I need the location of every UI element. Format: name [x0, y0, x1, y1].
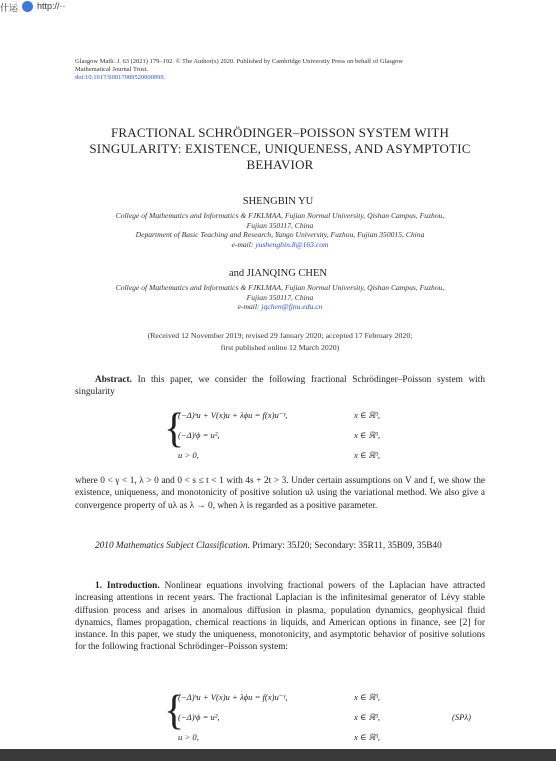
equation-condition: x ∈ ℝ³, [354, 430, 381, 440]
received-line: (Received 12 November 2019; revised 29 January 2020; accepted 17 February 2020; [147, 331, 413, 340]
email-label: e-mail: [231, 239, 256, 249]
left-brace: { [164, 406, 185, 452]
address-url[interactable]: http://·· [37, 1, 66, 11]
received-dates [90, 330, 470, 354]
equation-condition: x ∈ ℝ³, [354, 450, 381, 460]
journal-line: Mathematical Journal Trust. [75, 66, 149, 73]
affiliation-line: Fujian 350117, China [246, 220, 314, 230]
received-line: first published online 12 March 2020) [220, 343, 340, 352]
title-line: BEHAVIOR [246, 157, 314, 172]
msc-text: Primary: 35J20; Secondary: 35R11, 35B09, 35B40 [252, 541, 442, 551]
author-affiliation [70, 211, 490, 249]
email-link[interactable]: jqchen@fjnu.edu.cn [261, 302, 323, 311]
journal-line: Glasgow Math. J. 63 (2021) 179–192. © The Author(s) 2020. Published by Cambridge University Press on behalf of Glasgow [75, 58, 403, 65]
browser-left-text: 什运 [0, 3, 19, 13]
introduction-paragraph [75, 580, 485, 654]
globe-icon [22, 1, 33, 12]
equation-condition: x ∈ ℝ³, [354, 712, 381, 722]
msc-label: 2010 Mathematics Subject Classification. [95, 541, 250, 551]
email-label: e-mail: [237, 302, 262, 311]
affiliation-line: Department of Basic Teaching and Research, Yango University, Fuzhou, Fujian 350015, China [135, 230, 425, 239]
left-brace: { [164, 688, 185, 734]
browser-bar [0, 0, 556, 14]
equation-line: (−Δ)ˢu + V(x)u + λϕu = f(x)u⁻ᵞ, [178, 410, 288, 420]
equation-system [164, 404, 424, 468]
introduction-text: Nonlinear equations involving fractional powers of the Laplacian have attracted increasing attentions in recent years. The fractional Laplacian is the infinitesimal generator of Lévy stable diffusion process and arises in anomalous diffusion in plasma, population dynamics, geophysical fluid dynamics, flames propagation, chemical reactions in liquids, and American options in finance, see [2] for instance. In this paper, we study the uniqueness, monotonicity, and asymptotic behavior of positive solutions for the following fractional Schrödinger–Poisson system: [75, 581, 486, 653]
msc-paragraph [75, 540, 485, 552]
equation-condition: x ∈ ℝ³, [354, 692, 381, 702]
equation-line: u > 0, [178, 450, 199, 460]
abstract-label: Abstract. [95, 375, 132, 385]
title-line: FRACTIONAL SCHRÖDINGER–POISSON SYSTEM WITH [110, 125, 450, 140]
journal-header [75, 58, 485, 82]
doi-link[interactable]: doi:10.1017/S0017089520000099. [75, 74, 166, 81]
equation-condition: x ∈ ℝ³, [354, 410, 381, 420]
abstract-text: In this paper, we consider the following fractional Schrödinger–Poisson system with singularity [75, 375, 486, 398]
equation-system [164, 686, 494, 750]
affiliation-line: College of Mathematics and Informatics & FJKLMAA, Fujian Normal University, Qishan Campus, Fuzhou, [115, 211, 445, 220]
equation-condition: x ∈ ℝ³, [354, 732, 381, 742]
equation-line: u > 0, [178, 732, 199, 742]
email-link[interactable]: yushengbin.8@163.com [255, 239, 329, 249]
title-line: SINGULARITY: EXISTENCE, UNIQUENESS, AND ASYMPTOTIC [89, 141, 471, 156]
abstract-continuation: where 0 < γ < 1, λ > 0 and 0 < s ≤ t < 1 with 4s + 2t > 3. Under certain assumptions on V and f, we show the existence, uniqueness, and monotonicity of positive solution uλ using the variational method. We also give a convergence property of uλ as λ → 0, when λ is regarded as a positive parameter. [75, 476, 485, 511]
affiliation-line: College of Mathematics and Informatics & FJKLMAA, Fujian Normal University, Qishan Campus, Fuzhou, [115, 283, 445, 292]
author-affiliation [70, 283, 490, 312]
equation-line: (−Δ)ᵗϕ = u², [178, 430, 220, 440]
equation-line: (−Δ)ˢu + V(x)u + λϕu = f(x)u⁻ᵞ, [178, 692, 288, 702]
equation-line: (−Δ)ᵗϕ = u², [178, 712, 220, 722]
bottom-toolbar [0, 749, 556, 761]
equation-tag: (SPλ) [452, 712, 471, 722]
affiliation-line: Fujian 350117, China [246, 292, 314, 302]
abstract-paragraph [75, 374, 485, 399]
paper-title [80, 125, 480, 173]
introduction-heading: 1. Introduction. [95, 581, 160, 591]
author-name: SHENGBIN YU [242, 196, 314, 207]
author-name: and JIANQING CHEN [229, 268, 327, 279]
